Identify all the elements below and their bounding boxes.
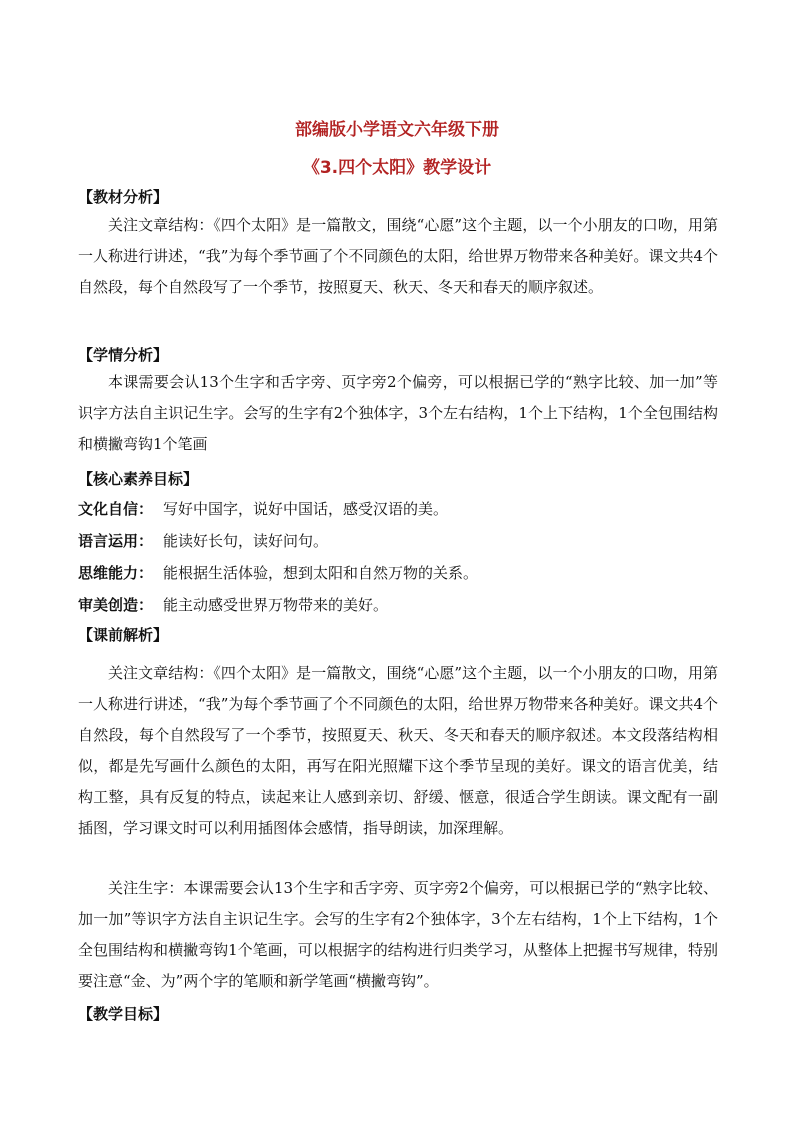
material-analysis-text: 关注文章结构：《四个太阳》是一篇散文，围绕“心愿”这个主题，以一个小朋友的口吻，用第一人称进行讲述，“我”为每个季节画了个不同颜色的太阳，给世界万物带来各种美好。课文共4个自然段，每个自然段写了一个季节，按照夏天、秋天、冬天和春天的顺序叙述。 bbox=[78, 216, 718, 296]
document-title: 部编版小学语文六年级下册 bbox=[295, 120, 499, 140]
core-goal-thinking bbox=[78, 562, 478, 583]
core-goal-language bbox=[78, 530, 328, 551]
lesson-title: 《3.四个太阳》教学设计 bbox=[302, 158, 492, 178]
heading-teaching-goals: 【教学目标】 bbox=[78, 1005, 169, 1023]
core-goal-aesthetic bbox=[78, 594, 388, 615]
core-goal-value: 能读好长句，读好问句。 bbox=[163, 532, 329, 550]
learner-analysis-text: 本课需要会认13个生字和舌字旁、页字旁2个偏旁，可以根据已学的“熟字比较、加一加”等识字方法自主识记生字。会写的生字有2个独体字，3个左右结构，1个上下结构，1个全包围结构和横撇弯钩1个笔画 bbox=[78, 373, 718, 453]
core-goal-culture bbox=[78, 498, 448, 519]
heading-core-goals: 【核心素养目标】 bbox=[78, 470, 199, 488]
heading-learner-analysis: 【学情分析】 bbox=[78, 346, 169, 364]
core-goal-value: 写好中国字，说好中国话，感受汉语的美。 bbox=[163, 500, 449, 518]
core-goal-key: 语言运用： bbox=[78, 532, 154, 550]
core-goal-value: 能主动感受世界万物带来的美好。 bbox=[163, 596, 389, 614]
heading-preclass-analysis: 【课前解析】 bbox=[78, 626, 169, 644]
core-goal-key: 审美创造： bbox=[78, 596, 154, 614]
preclass-analysis-text-2: 关注生字：本课需要会认13个生字和舌字旁、页字旁2个偏旁，可以根据已学的“熟字比较、加一加”等识字方法自主识记生字。会写的生字有2个独体字，3个左右结构，1个上下结构，1个全包围结构和横撇弯钩1个笔画，可以根据字的结构进行归类学习，从整体上把握书写规律，特别要注意“金、为”两个字的笔顺和新学笔画“横撇弯钩”。 bbox=[78, 879, 718, 990]
core-goal-value: 能根据生活体验，想到太阳和自然万物的关系。 bbox=[163, 564, 479, 582]
core-goal-key: 思维能力： bbox=[78, 564, 154, 582]
heading-material-analysis: 【教材分析】 bbox=[78, 188, 169, 206]
preclass-analysis-text-1: 关注文章结构：《四个太阳》是一篇散文，围绕“心愿”这个主题，以一个小朋友的口吻，用第一人称进行讲述，“我”为每个季节画了个不同颜色的太阳，给世界万物带来各种美好。课文共4个自然段，每个自然段写了一个季节，按照夏天、秋天、冬天和春天的顺序叙述。本文段落结构相似，都是先写画什么颜色的太阳，再写在阳光照耀下这个季节呈现的美好。课文的语言优美，结构工整，具有反复的特点，读起来让人感到亲切、舒缓、惬意，很适合学生朗读。课文配有一副插图，学习课文时可以利用插图体会感情，指导朗读，加深理解。 bbox=[78, 664, 718, 837]
core-goal-key: 文化自信： bbox=[78, 500, 154, 518]
